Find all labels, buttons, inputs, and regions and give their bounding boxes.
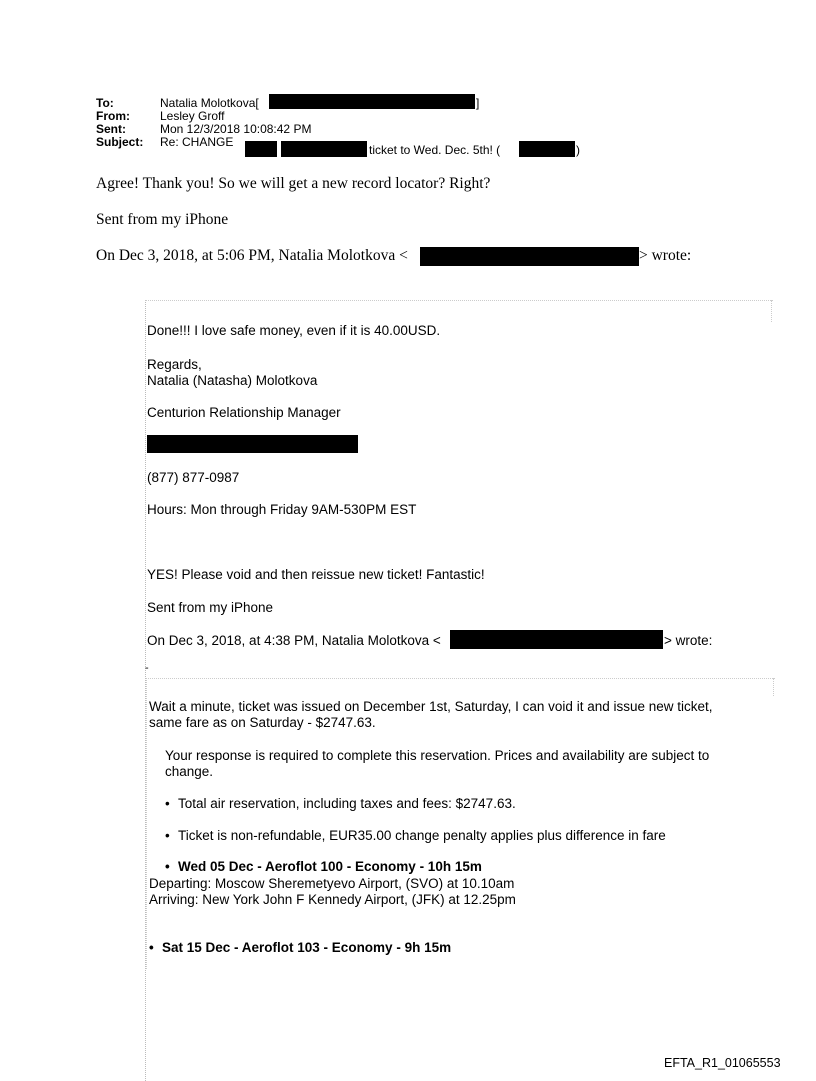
quote2-line3-prefix: On Dec 3, 2018, at 4:38 PM, Natalia Molotkova < [147,633,441,648]
subject-label: Subject: [96,135,144,149]
inner-quoted-border [773,678,774,696]
quote3-bullet2: Ticket is non-refundable, EUR35.00 change penalty applies plus difference in fare [178,828,666,843]
quote1-hours: Hours: Mon through Friday 9AM-530PM EST [147,502,417,517]
to-label: To: [96,96,114,110]
quote1-line1: Done!!! I love safe money, even if it is 40.00USD. [147,323,441,338]
redaction-bar [281,141,367,157]
sent-value: Mon 12/3/2018 10:08:42 PM [160,122,312,136]
quote1-name: Natalia (Natasha) Molotkova [147,373,318,388]
subject-middle: ticket to Wed. Dec. 5th! ( [369,143,501,157]
subject-prefix: Re: CHANGE [160,135,234,149]
from-label: From: [96,109,130,123]
redaction-bar [519,141,575,157]
bullet-icon: • [165,796,170,811]
bullet-icon: • [149,940,154,955]
redaction-bar [450,630,663,649]
quote2-line3-suffix: > wrote: [664,633,713,648]
redaction-bar [420,247,639,266]
quote3-para1-line1: Wait a minute, ticket was issued on December 1st, Saturday, I can void it and issue new ticket, [149,699,713,714]
redaction-bar [147,435,358,453]
flight1-arrive: Arriving: New York John F Kennedy Airport, (JFK) at 12.25pm [149,892,516,907]
quote3-para2-line2: change. [165,764,214,779]
quoted-message-border [771,300,772,322]
bullet-icon: • [165,828,170,843]
from-value: Lesley Groff [160,109,225,123]
to-value: Natalia Molotkova[ [160,96,259,110]
reply-line-2: Sent from my iPhone [96,211,229,228]
quote2-line2: Sent from my iPhone [147,600,274,615]
bullet-icon: • [165,859,170,874]
to-close: ] [476,96,480,110]
reply-line-1: Agree! Thank you! So we will get a new record locator? Right? [96,175,491,192]
flight1-title: Wed 05 Dec - Aeroflot 100 - Economy - 10h 15m [178,859,482,874]
quote3-para2-line1: Your response is required to complete this reservation. Prices and availability are subject to [165,748,710,763]
subject-close: ) [576,143,580,157]
quote2-line1: YES! Please void and then reissue new ticket! Fantastic! [147,567,485,582]
flight2-title: Sat 15 Dec - Aeroflot 103 - Economy - 9h 15m [162,940,452,955]
quote3-para1-line2: same fare as on Saturday - $2747.63. [149,715,376,730]
quote1-regards: Regards, [147,357,202,372]
flight1-depart: Departing: Moscow Sheremetyevo Airport, (SVO) at 10.10am [149,876,515,891]
quote3-bullet1: Total air reservation, including taxes and fees: $2747.63. [178,796,516,811]
quote1-phone: (877) 877-0987 [147,470,240,485]
sent-label: Sent: [96,122,126,136]
quote1-title: Centurion Relationship Manager [147,405,341,420]
reply-line-3-prefix: On Dec 3, 2018, at 5:06 PM, Natalia Molotkova < [96,247,408,264]
document-id: EFTA_R1_01065553 [664,1056,781,1070]
redaction-bar [245,141,277,157]
quote2-dash: - [145,662,149,674]
reply-line-3-suffix: > wrote: [639,247,692,264]
redaction-bar [269,94,475,109]
